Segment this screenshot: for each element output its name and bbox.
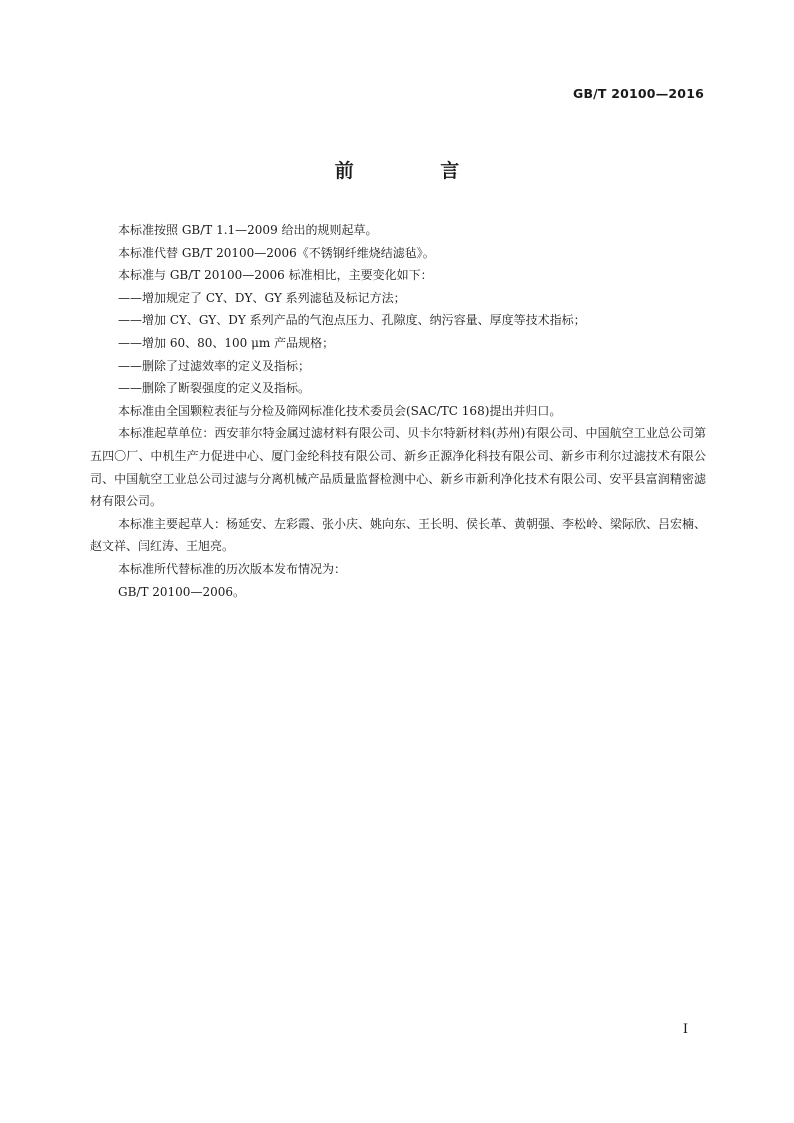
paragraph-changes-intro: 本标准与 GB/T 20100—2006 标准相比，主要变化如下： [118,268,433,283]
standard-code: GB/T 20100—2016 [572,86,704,101]
paragraph-history-intro: 本标准所代替标准的历次版本发布情况为： [118,561,347,576]
foreword-body [90,219,706,603]
paragraph-drafting-units: 本标准起草单位：西安菲尔特金属过滤材料有限公司、贝卡尔特新材料(苏州)有限公司、中国航空工业总公司第五四〇厂、中机生产力促进中心、厦门金纶科技有限公司、新乡正源净化科技有限公司、新乡市利尔过滤技术有限公司、中国航空工业总公司过滤与分离机械产品质量监督检测中心、新乡市新利净化技术有限公司、安平县富润精密滤材有限公司。 [90,426,706,509]
page-title: 前 言 [334,160,500,182]
paragraph-replaces: 本标准代替 GB/T 20100—2006《不锈钢纤维烧结滤毡》。 [118,245,435,260]
paragraph-proposer: 本标准由全国颗粒表征与分检及筛网标准化技术委员会(SAC/TC 168)提出并归口。 [118,403,562,418]
paragraph-history-item: GB/T 20100—2006。 [118,584,245,599]
change-item: ——删除了过滤效率的定义及指标； [118,358,311,373]
paragraph-drafting-rules: 本标准按照 GB/T 1.1—2009 给出的规则起草。 [118,223,378,237]
paragraph-drafters: 本标准主要起草人：杨延安、左彩霞、张小庆、姚向东、王长明、侯长革、黄朝强、李松岭、梁际欣、吕宏楠、赵文祥、闫红涛、王旭亮。 [90,516,707,554]
change-item: ——增加规定了 CY、DY、GY 系列滤毡及标记方法； [118,290,406,305]
change-item: ——增加 CY、GY、DY 系列产品的气泡点压力、孔隙度、纳污容量、厚度等技术指标； [118,313,586,328]
change-item: ——删除了断裂强度的定义及指标。 [118,381,311,396]
page-number: I [682,1022,688,1037]
change-item: ——增加 60、80、100 μm 产品规格； [118,335,335,350]
